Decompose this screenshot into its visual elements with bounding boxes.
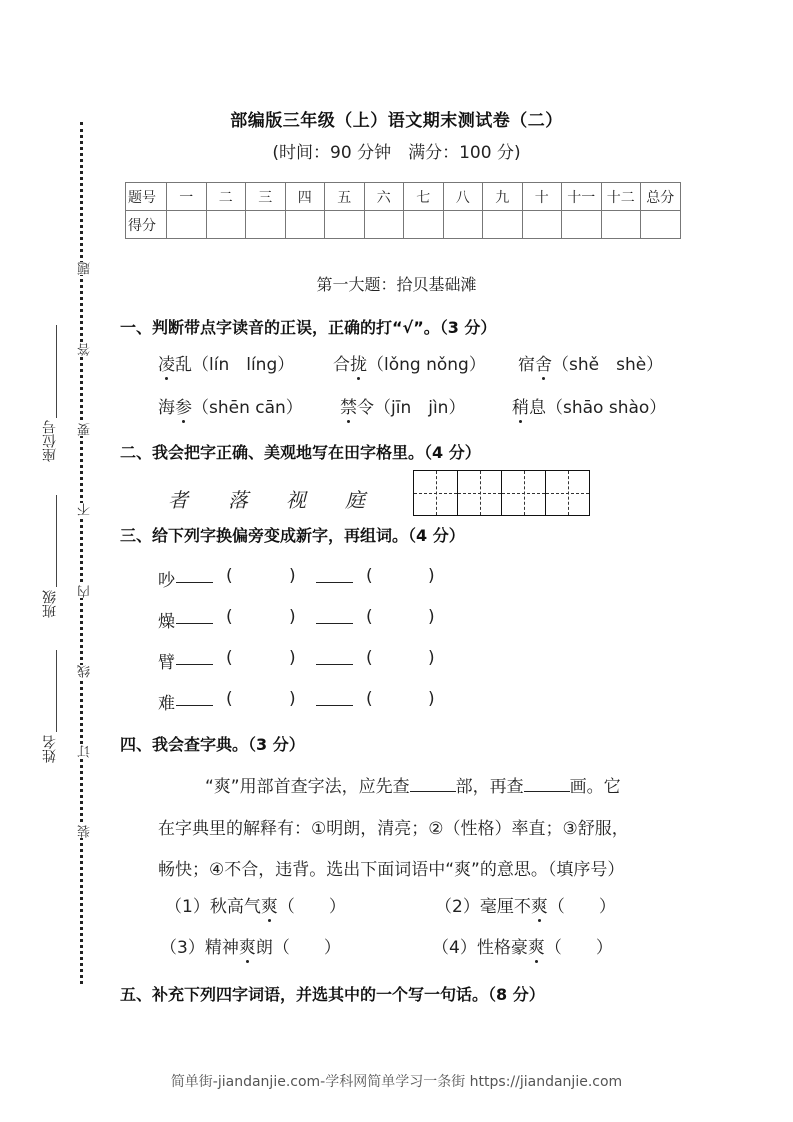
score-cell[interactable]	[206, 211, 246, 239]
dotted-char: 爽	[239, 933, 256, 958]
column-header: 三	[246, 183, 286, 211]
column-header: 十一	[562, 183, 602, 211]
source-char: 难	[158, 694, 175, 714]
answer-paren[interactable]: （ ）	[272, 938, 341, 958]
seat-number-field[interactable]	[56, 325, 57, 418]
dotted-char: 稍	[512, 393, 529, 418]
row-label: 得分	[126, 211, 167, 239]
column-header: 一	[167, 183, 207, 211]
score-cell[interactable]	[562, 211, 602, 239]
source-char: 吵	[158, 571, 175, 591]
question-number-row	[126, 183, 681, 211]
question-5-heading: 五、补充下列四字词语，并选其中的一个写一句话。（8 分）	[120, 985, 545, 1004]
q1-item: 海参（shēn cān）	[158, 393, 303, 418]
column-header: 九	[483, 183, 523, 211]
copy-char: 庭	[345, 488, 365, 512]
radical-blank[interactable]	[410, 775, 456, 792]
answer-paren[interactable]: （ ）	[547, 897, 616, 917]
question-1-heading: 一、判断带点字读音的正误，正确的打“√”。（3 分）	[120, 318, 497, 337]
source-char: 燥	[158, 612, 175, 632]
question-2-heading: 二、我会把字正确、美观地写在田字格里。（4 分）	[120, 443, 481, 462]
new-char-blank[interactable]	[176, 566, 213, 583]
total-score-cell[interactable]	[641, 211, 681, 239]
q4-option: （4）性格豪爽（ ）	[432, 933, 613, 958]
q1-item: 稍息（shāo shào）	[512, 393, 666, 418]
dotted-char: 拢	[350, 350, 367, 375]
exam-subtitle: (时间：90 分钟 满分：100 分)	[272, 143, 521, 163]
column-header: 十	[522, 183, 562, 211]
dotted-char: 爽	[531, 892, 548, 917]
tianzige-cell[interactable]	[546, 471, 590, 515]
score-cell[interactable]	[522, 211, 562, 239]
question-4-heading: 四、我会查字典。（3 分）	[120, 735, 305, 754]
tianzige-cell[interactable]	[458, 471, 502, 515]
new-char-blank[interactable]	[316, 566, 353, 583]
q4-paragraph-line: 在字典里的解释有：①明朗，清亮；②（性格）率直；③舒服，	[158, 819, 629, 839]
column-header: 五	[325, 183, 365, 211]
score-cell[interactable]	[443, 211, 483, 239]
score-cell[interactable]	[246, 211, 286, 239]
column-header: 二	[206, 183, 246, 211]
score-table	[125, 182, 681, 239]
section-title: 第一大题：拾贝基础滩	[316, 275, 477, 294]
class-label: 班级	[42, 590, 58, 618]
score-cell[interactable]	[483, 211, 523, 239]
score-cell[interactable]	[285, 211, 325, 239]
column-header: 六	[364, 183, 404, 211]
q4-option: （1）秋高气爽（ ）	[165, 892, 346, 917]
q4-option: （3）精神爽朗（ ）	[160, 933, 341, 958]
new-char-blank[interactable]	[176, 607, 213, 624]
margin-char: 不	[78, 503, 93, 516]
new-char-blank[interactable]	[176, 689, 213, 706]
column-header: 七	[404, 183, 444, 211]
column-header: 总分	[641, 183, 681, 211]
dotted-char: 爽	[261, 892, 278, 917]
column-header: 十二	[601, 183, 641, 211]
new-char-blank[interactable]	[316, 689, 353, 706]
margin-char: 要	[78, 423, 93, 436]
q4-paragraph-line: “爽”用部首查字法，应先查 部，再查 画。它	[205, 777, 621, 797]
q1-item: 合拢（lǒng nǒng）	[333, 350, 486, 375]
margin-char: 题	[78, 262, 93, 275]
dotted-char: 参	[175, 393, 192, 418]
score-cell[interactable]	[364, 211, 404, 239]
class-field[interactable]	[56, 495, 57, 587]
score-cell[interactable]	[325, 211, 365, 239]
margin-char: 订	[78, 745, 93, 758]
score-cell[interactable]	[601, 211, 641, 239]
seat-number-label: 座位号	[42, 420, 58, 462]
score-row	[126, 211, 681, 239]
answer-paren[interactable]: （ ）	[277, 897, 346, 917]
tianzige-grid	[413, 470, 590, 516]
copy-char: 落	[228, 488, 248, 512]
source-char: 臂	[158, 653, 175, 673]
exam-title: 部编版三年级（上）语文期末测试卷（二）	[230, 111, 563, 131]
new-char-blank[interactable]	[316, 648, 353, 665]
copy-char: 者	[168, 488, 188, 512]
column-header: 八	[443, 183, 483, 211]
q1-item: 凌乱（lín líng）	[158, 350, 294, 375]
q1-item: 宿舍（shě shè）	[518, 350, 663, 375]
question-3-heading: 三、给下列字换偏旁变成新字，再组词。（4 分）	[120, 526, 465, 545]
page-footer: 简单街-jiandanjie.com-学科网简单学习一条街 https://jiandanjie.com	[170, 1074, 623, 1090]
margin-char: 内	[78, 585, 93, 598]
name-field[interactable]	[56, 650, 57, 732]
copy-char: 视	[286, 488, 306, 512]
column-header: 四	[285, 183, 325, 211]
tianzige-cell[interactable]	[502, 471, 546, 515]
dotted-char: 爽	[528, 933, 545, 958]
answer-paren[interactable]: （ ）	[544, 938, 613, 958]
q1-item: 禁令（jīn jìn）	[340, 393, 465, 418]
row-label: 题号	[126, 183, 167, 211]
score-cell[interactable]	[404, 211, 444, 239]
binding-dotted-line	[80, 122, 83, 984]
stroke-count-blank[interactable]	[524, 775, 570, 792]
margin-char: 装	[78, 825, 93, 838]
new-char-blank[interactable]	[316, 607, 353, 624]
dotted-char: 凌	[158, 350, 175, 375]
margin-char: 答	[78, 343, 93, 356]
q4-paragraph-line: 畅快；④不合，违背。选出下面词语中“爽”的意思。（填序号）	[158, 860, 625, 880]
new-char-blank[interactable]	[176, 648, 213, 665]
tianzige-cell[interactable]	[414, 471, 458, 515]
dotted-char: 禁	[340, 393, 357, 418]
score-cell[interactable]	[167, 211, 207, 239]
q4-option: （2）毫厘不爽（ ）	[435, 892, 616, 917]
dotted-char: 舍	[535, 350, 552, 375]
name-label: 姓名	[42, 735, 58, 763]
margin-char: 线	[78, 665, 93, 678]
